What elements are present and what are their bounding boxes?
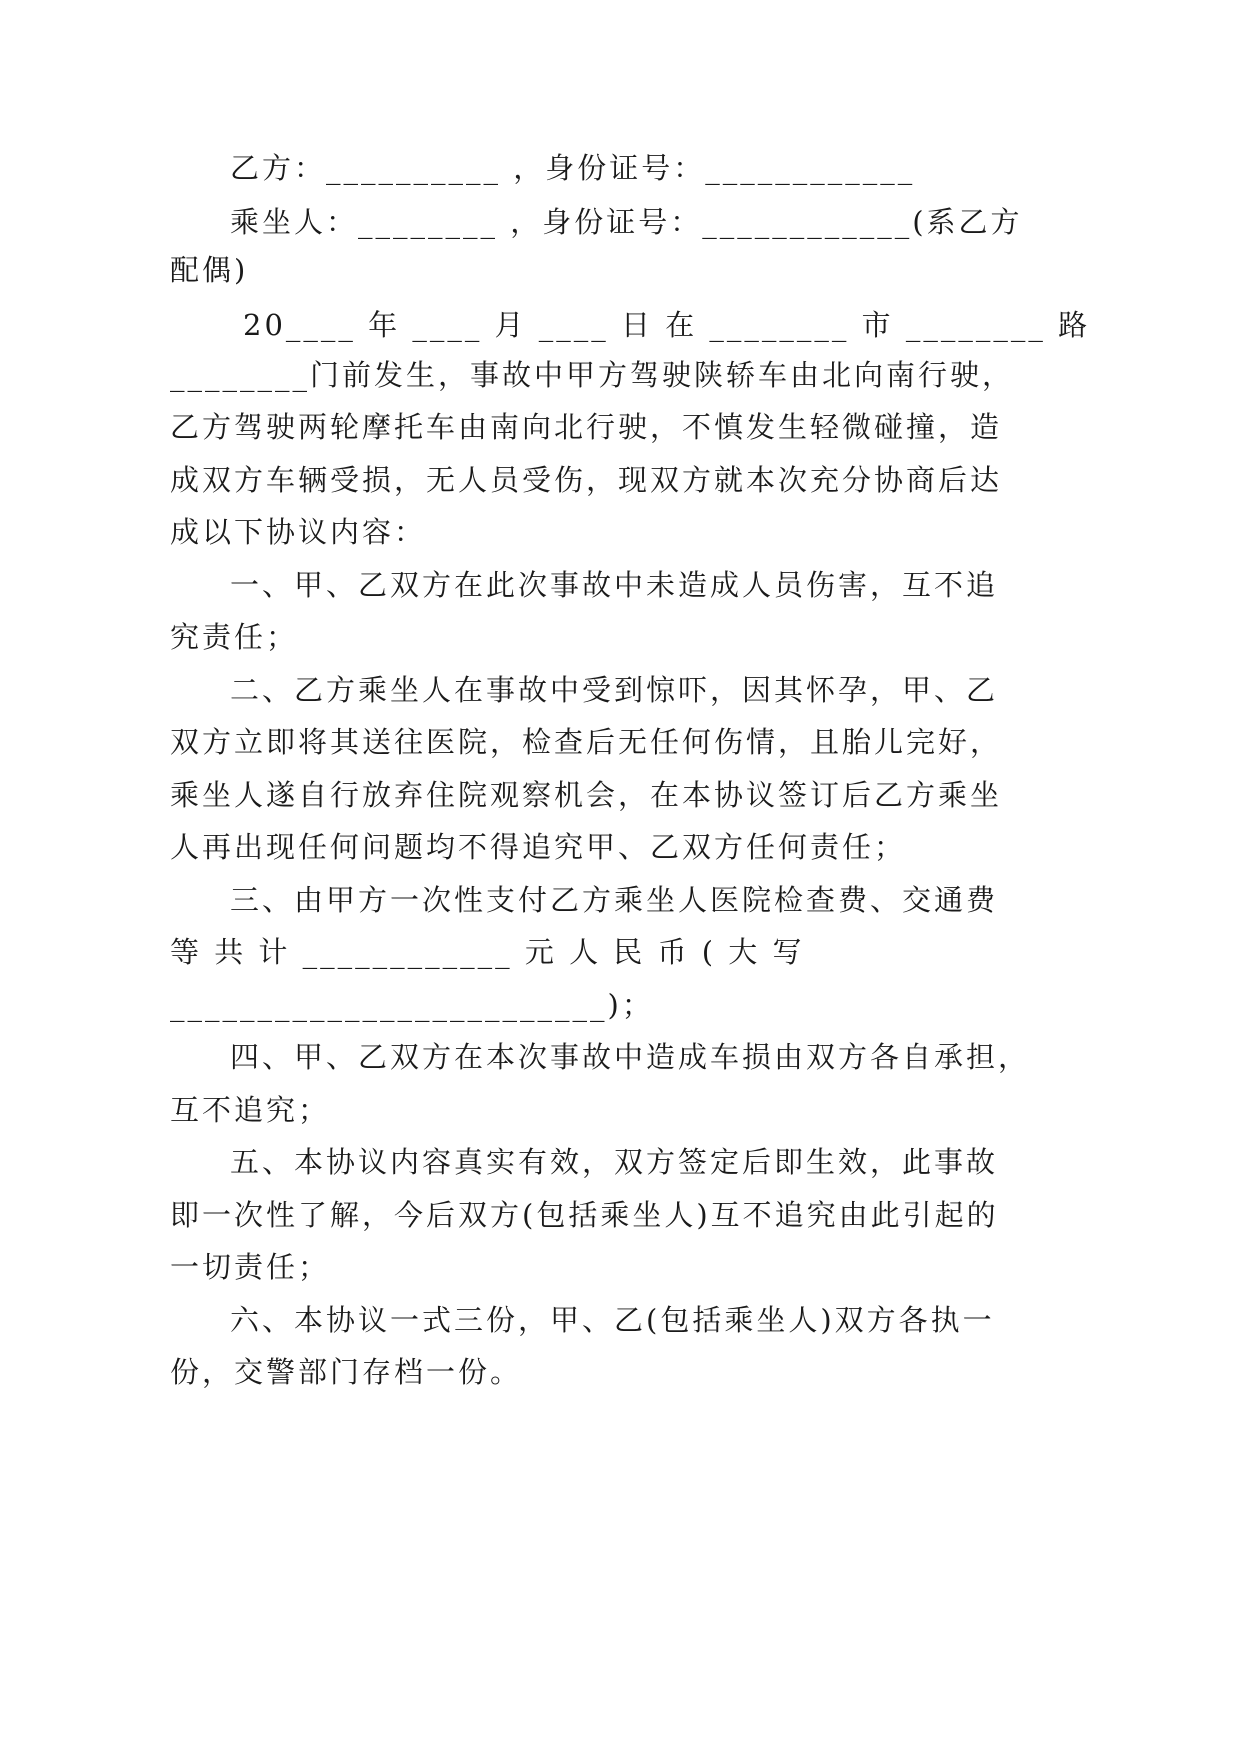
party-b-line: 乙方：__________ ，身份证号：____________ [230, 151, 916, 185]
accident-desc-line-1: ________门前发生，事故中甲方驾驶陕轿车由北向南行驶， [170, 358, 1015, 392]
accident-desc-line-3: 成双方车辆受损，无人员受伤，现双方就本次充分协商后达 [170, 463, 1003, 497]
accident-desc-line-2: 乙方驾驶两轮摩托车由南向北行驶，不慎发生轻微碰撞，造 [170, 410, 1003, 444]
clause-1-line-2: 究责任； [170, 620, 299, 654]
clause-5-line-3: 一切责任； [170, 1250, 331, 1284]
clause-4-line-2: 互不追究； [170, 1093, 331, 1127]
clause-1-line-1: 一、甲、乙双方在此次事故中未造成人员伤害，互不追 [230, 568, 999, 602]
date-location-line: 20____ 年 ____ 月 ____ 日 在 ________ 市 ________ 路 [243, 308, 1091, 342]
passenger-line: 乘坐人：________ ，身份证号：____________(系乙方 [230, 205, 1023, 239]
clause-3-line-1: 三、由甲方一次性支付乙方乘坐人医院检查费、交通费 [230, 883, 999, 917]
clause-4-line-1: 四、甲、乙双方在本次事故中造成车损由双方各自承担， [230, 1040, 1031, 1074]
passenger-line-cont: 配偶) [170, 253, 249, 287]
clause-2-line-4: 人再出现任何问题均不得追究甲、乙双方任何责任； [170, 830, 907, 864]
accident-desc-line-4: 成以下协议内容： [170, 515, 427, 549]
clause-5-line-2: 即一次性了解，今后双方(包括乘坐人)互不追究由此引起的 [170, 1198, 999, 1232]
clause-3-line-2: 等 共 计 ____________ 元 人 民 币 ( 大 写 [170, 935, 805, 969]
clause-6-line-2: 份，交警部门存档一份。 [170, 1355, 523, 1389]
clause-2-line-3: 乘坐人遂自行放弃住院观察机会，在本协议签订后乙方乘坐 [170, 778, 1003, 812]
clause-3-line-3: _________________________)； [170, 988, 654, 1022]
clause-2-line-1: 二、乙方乘坐人在事故中受到惊吓，因其怀孕，甲、乙 [230, 673, 999, 707]
clause-5-line-1: 五、本协议内容真实有效，双方签定后即生效，此事故 [230, 1145, 999, 1179]
clause-2-line-2: 双方立即将其送往医院，检查后无任何伤情，且胎儿完好， [170, 725, 1003, 759]
clause-6-line-1: 六、本协议一式三份，甲、乙(包括乘坐人)双方各执一 [230, 1303, 995, 1337]
